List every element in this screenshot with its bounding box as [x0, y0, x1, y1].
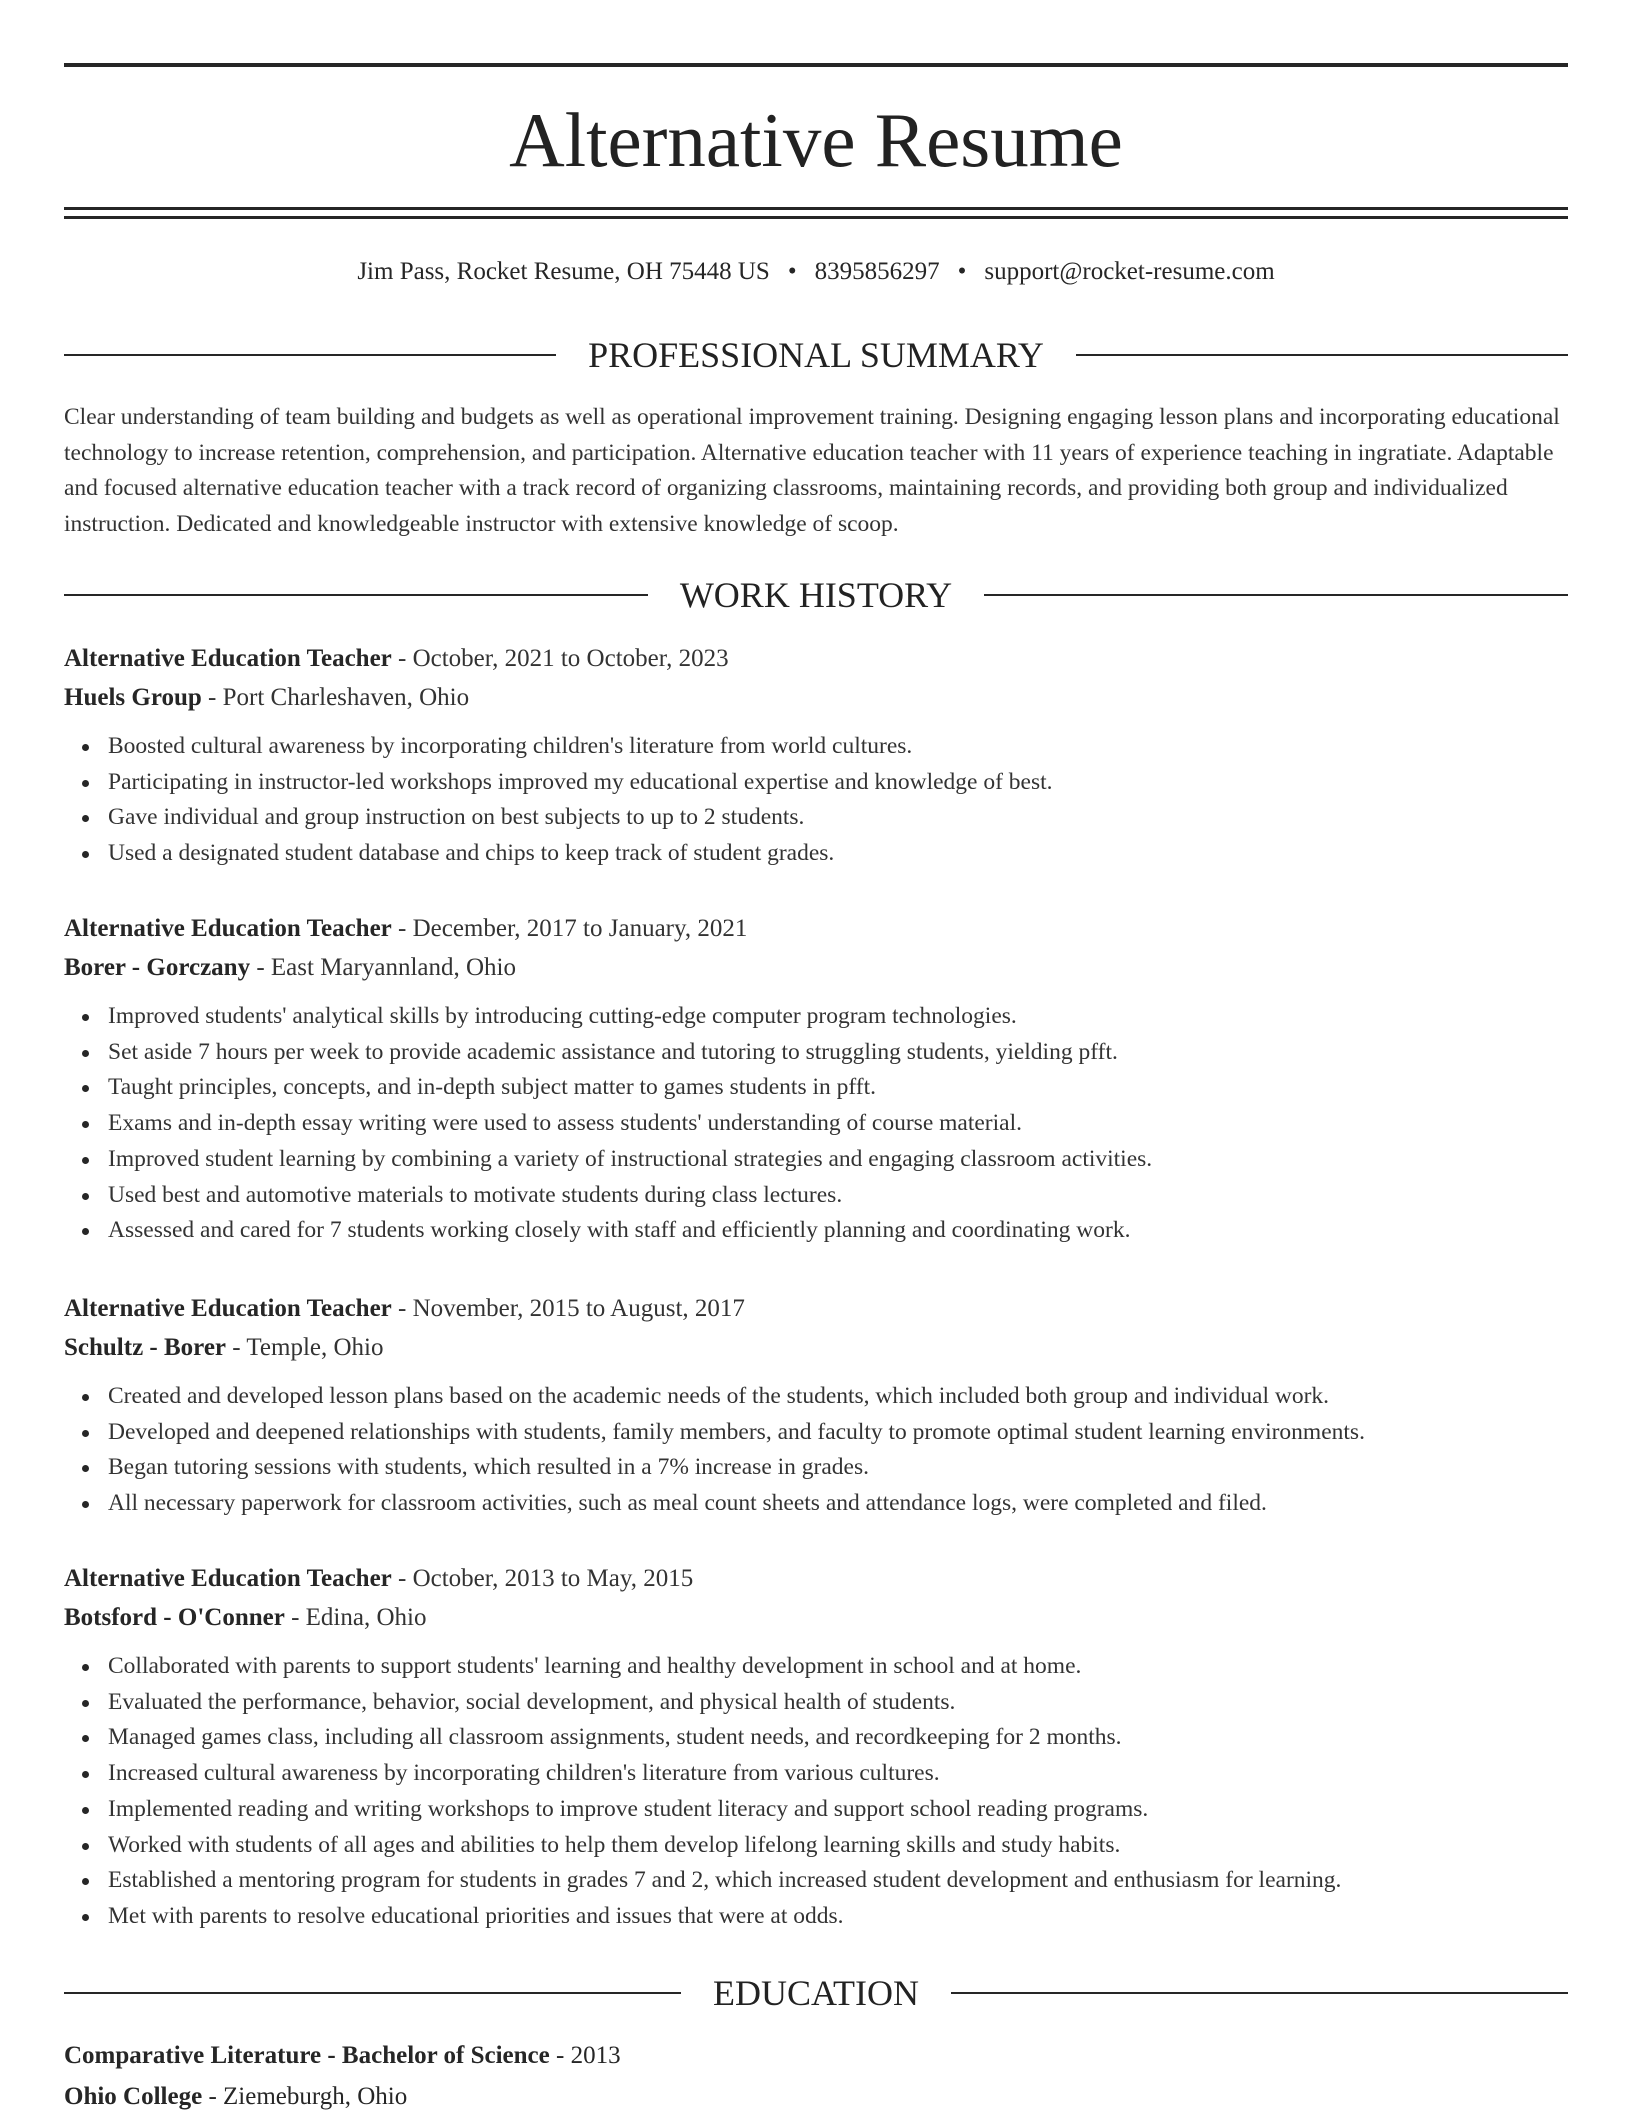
section-rule-right: [1076, 354, 1568, 356]
list-item: Worked with students of all ages and abilities to help them develop lifelong learning skills and study habits.: [108, 1828, 1568, 1864]
list-item: Met with parents to resolve educational priorities and issues that were at odds.: [108, 1899, 1568, 1935]
list-item: Assessed and cared for 7 students working closely with staff and efficiently planning and coordinating work.: [108, 1213, 1568, 1249]
contact-address: Jim Pass, Rocket Resume, OH 75448 US: [357, 258, 770, 285]
contact-separator: •: [787, 258, 797, 285]
education-location: - Ziemeburgh, Ohio: [208, 2083, 408, 2110]
list-item: Collaborated with parents to support students' learning and healthy development in school and at home.: [108, 1649, 1568, 1685]
list-item: Taught principles, concepts, and in-depth subject matter to games students in pfft.: [108, 1070, 1568, 1106]
education-degree-line: [64, 2038, 1568, 2074]
job-company-line: [64, 680, 1568, 716]
contact-phone: 8395856297: [814, 258, 940, 285]
list-item: Managed games class, including all classroom assignments, student needs, and recordkeeping for 2 months.: [108, 1720, 1568, 1756]
job-bullet-list: [64, 999, 1568, 1249]
header-top-rule: [64, 63, 1568, 67]
job-entry: [64, 911, 1568, 1249]
summary-section-heading: [64, 332, 1568, 378]
job-role: Alternative Education Teacher: [64, 1295, 392, 1322]
job-dates: - December, 2017 to January, 2021: [398, 915, 748, 942]
education-degree: Comparative Literature - Bachelor of Science: [64, 2042, 550, 2069]
job-location: - Temple, Ohio: [232, 1334, 384, 1361]
job-company-line: [64, 950, 1568, 986]
job-bullet-list: [64, 1649, 1568, 1935]
section-rule-right: [951, 1992, 1568, 1994]
job-bullet-list: [64, 729, 1568, 872]
list-item: Developed and deepened relationships with students, family members, and faculty to promote optimal student learning environments.: [108, 1415, 1568, 1451]
education-section-title: EDUCATION: [713, 1973, 919, 2013]
list-item: Gave individual and group instruction on best subjects to up to 2 students.: [108, 800, 1568, 836]
contact-separator: •: [957, 258, 967, 285]
job-company-line: [64, 1600, 1568, 1636]
job-role: Alternative Education Teacher: [64, 1565, 392, 1592]
list-item: Began tutoring sessions with students, which resulted in a 7% increase in grades.: [108, 1450, 1568, 1486]
section-rule-right: [984, 594, 1568, 596]
education-school: Ohio College: [64, 2083, 203, 2110]
education-year: - 2013: [556, 2042, 621, 2069]
job-dates: - October, 2021 to October, 2023: [398, 645, 729, 672]
job-title-line: [64, 641, 1568, 677]
section-rule-left: [64, 1992, 681, 1994]
education-entry: [64, 2038, 1568, 2115]
work-section-title: WORK HISTORY: [679, 575, 953, 615]
list-item: Boosted cultural awareness by incorporating children's literature from world cultures.: [108, 729, 1568, 765]
job-dates: - October, 2013 to May, 2015: [398, 1565, 694, 1592]
education-section-heading: [64, 1970, 1568, 2016]
job-company: Schultz - Borer: [64, 1334, 227, 1361]
list-item: Created and developed lesson plans based on the academic needs of the students, which included both group and individual work.: [108, 1379, 1568, 1415]
job-entry: [64, 1561, 1568, 1935]
job-bullet-list: [64, 1379, 1568, 1522]
job-entry: [64, 1291, 1568, 1522]
job-dates: - November, 2015 to August, 2017: [398, 1295, 745, 1322]
list-item: Established a mentoring program for students in grades 7 and 2, which increased student development and enthusiasm for learning.: [108, 1863, 1568, 1899]
header-double-rule-bottom: [64, 216, 1568, 219]
job-location: - Edina, Ohio: [291, 1604, 427, 1631]
resume-name: Alternative Resume: [509, 97, 1123, 183]
job-entry: [64, 641, 1568, 872]
contact-email: support@rocket-resume.com: [984, 258, 1275, 285]
list-item: Increased cultural awareness by incorporating children's literature from various cultures.: [108, 1756, 1568, 1792]
job-company-line: [64, 1330, 1568, 1366]
job-title-line: [64, 911, 1568, 947]
job-location: - East Maryannland, Ohio: [256, 954, 516, 981]
job-company: Borer - Gorczany: [64, 954, 251, 981]
list-item: Used a designated student database and chips to keep track of student grades.: [108, 836, 1568, 872]
section-rule-left: [64, 594, 648, 596]
education-school-line: [64, 2079, 1568, 2115]
work-section-heading: [64, 572, 1568, 618]
section-rule-left: [64, 354, 556, 356]
job-company: Huels Group: [64, 684, 202, 711]
list-item: Evaluated the performance, behavior, social development, and physical health of students.: [108, 1685, 1568, 1721]
header-double-rule-top: [64, 207, 1568, 210]
list-item: Improved student learning by combining a variety of instructional strategies and engaging classroom activities.: [108, 1142, 1568, 1178]
job-title-line: [64, 1561, 1568, 1597]
job-title-line: [64, 1291, 1568, 1327]
job-company: Botsford - O'Conner: [64, 1604, 285, 1631]
job-role: Alternative Education Teacher: [64, 645, 392, 672]
list-item: Exams and in-depth essay writing were used to assess students' understanding of course material.: [108, 1106, 1568, 1142]
summary-text: Clear understanding of team building and budgets as well as operational improvement training. Designing engaging lesson plans and incorporating educational technology to increase retention, comprehension, and participation. Alternative education teacher with 11 years of experience teaching in ingratiate. Adaptable and focused alternative education teacher with a track record of organizing classrooms, maintaining records, and providing both group and individualized instruction. Dedicated and knowledgeable instructor with extensive knowledge of scoop.: [64, 404, 1560, 537]
contact-line: [64, 254, 1568, 290]
list-item: Set aside 7 hours per week to provide academic assistance and tutoring to struggling students, yielding pfft.: [108, 1035, 1568, 1071]
list-item: Participating in instructor-led workshops improved my educational expertise and knowledge of best.: [108, 765, 1568, 801]
list-item: Implemented reading and writing workshops to improve student literacy and support school reading programs.: [108, 1792, 1568, 1828]
job-location: - Port Charleshaven, Ohio: [208, 684, 470, 711]
list-item: All necessary paperwork for classroom activities, such as meal count sheets and attendance logs, were completed and filed.: [108, 1486, 1568, 1522]
list-item: Used best and automotive materials to motivate students during class lectures.: [108, 1178, 1568, 1214]
list-item: Improved students' analytical skills by introducing cutting-edge computer program technologies.: [108, 999, 1568, 1035]
job-role: Alternative Education Teacher: [64, 915, 392, 942]
summary-section-title: PROFESSIONAL SUMMARY: [588, 335, 1044, 375]
